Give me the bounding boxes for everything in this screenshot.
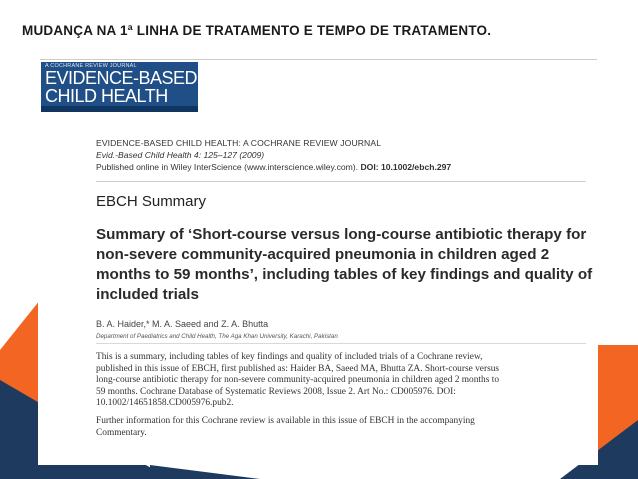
- author-affiliation: Department of Paediatrics and Child Health, The Aga Khan University, Karachi, Pakistan: [96, 333, 338, 340]
- logo-line-2: CHILD HEALTH: [45, 86, 168, 106]
- text-line: published in this issue of EBCH, first published as: Haider BA, Saeed MA, Bhutta ZA. Short-course versus: [96, 363, 500, 374]
- published-text: Published online in Wiley InterScience (www.interscience.wiley.com).: [96, 162, 361, 172]
- paragraph-2: [96, 416, 594, 439]
- text-line: Commentary.: [96, 427, 147, 438]
- journal-name: EVIDENCE-BASED CHILD HEALTH: A COCHRANE REVIEW JOURNAL: [96, 138, 382, 148]
- slide-title: MUDANÇA NA 1ª LINHA DE TRATAMENTO E TEMPO DE TRATAMENTO.: [22, 23, 492, 38]
- logo-bar: [41, 106, 198, 112]
- text-line: 59 months. Cochrane Database of Systematic Reviews 2008, Issue 2. Art No.: CD005976. DOI:: [96, 386, 456, 397]
- article-body: [96, 352, 594, 445]
- text-line: 10.1002/14651858.CD005976.pub2.: [96, 398, 234, 409]
- journal-doi: DOI: 10.1002/ebch.297: [360, 162, 452, 172]
- navy-shape-bottom: [150, 465, 260, 479]
- journal-citation: Evid.-Based Child Health 4: 125–127 (2009): [96, 150, 265, 160]
- text-line: long-course antibiotic therapy for non-severe community-acquired pneumonia in children aged 2 months to: [96, 375, 500, 386]
- journal-logo: [41, 62, 198, 112]
- divider: [40, 59, 597, 60]
- paragraph-1: [96, 352, 594, 410]
- article-title: Summary of ‘Short-course versus long-course antibiotic therapy for non-severe community-acquired pneumonia in children aged 2 months to 59 months’, including tables of key findings and quality of included trials: [96, 226, 593, 303]
- logo-subtitle: A COCHRANE REVIEW JOURNAL: [45, 63, 137, 69]
- journal-published: [96, 161, 576, 173]
- divider: [96, 181, 586, 182]
- text-line: This is a summary, including tables of key findings and quality of included trials of a Cochrane review,: [96, 352, 483, 362]
- section-heading: EBCH Summary: [96, 193, 207, 210]
- divider: [96, 343, 586, 344]
- logo-line-1: EVIDENCE-BASED: [45, 68, 198, 88]
- text-line: Further information for this Cochrane review is available in this issue of EBCH in the accompanying: [96, 415, 475, 426]
- article-authors: B. A. Haider,* M. A. Saeed and Z. A. Bhutta: [96, 319, 269, 329]
- journal-header: [96, 137, 576, 173]
